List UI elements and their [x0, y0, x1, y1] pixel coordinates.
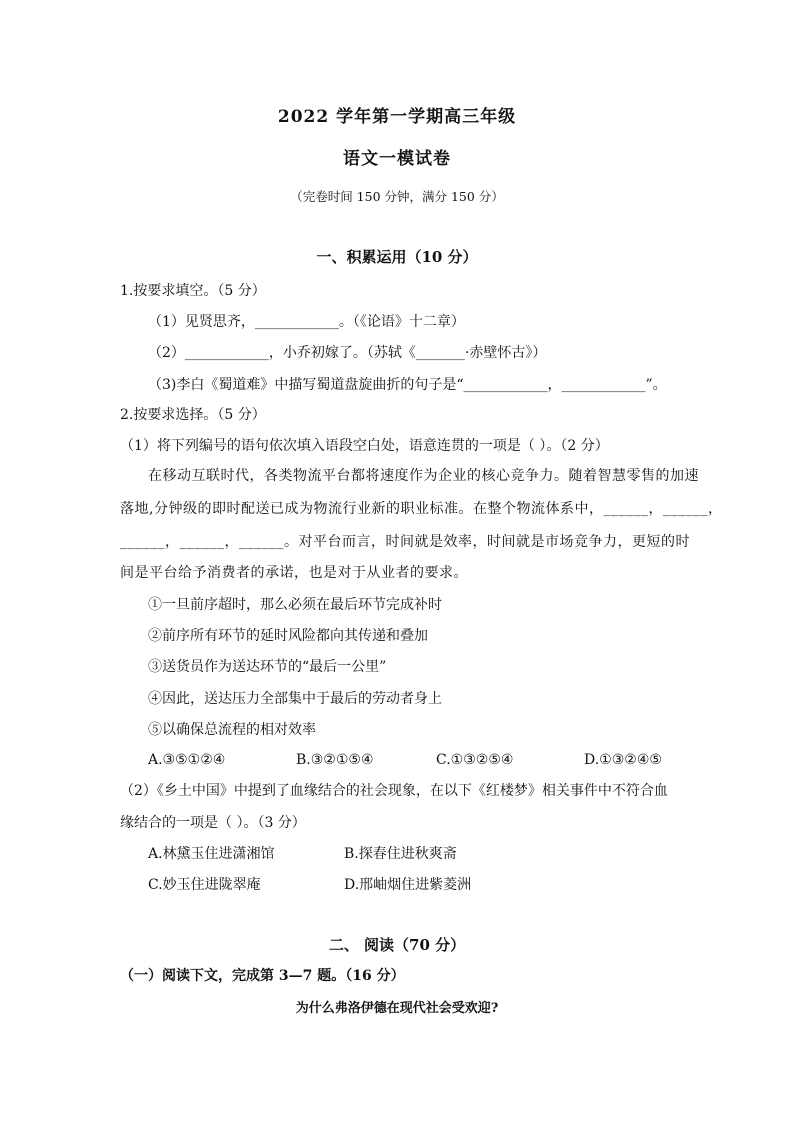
option-c: C.①③②⑤④	[436, 752, 514, 768]
q2-sub1-question: （1）将下列编号的语句依次填入语段空白处，语意连贯的一项是（ ）。（2 分）	[120, 438, 609, 454]
q1-item-2: （2）____________，小乔初嫁了。（苏轼《_______·赤壁怀古》）	[148, 345, 547, 361]
sentence-1: ①一旦前序超时，那么必须在最后环节完成补时	[148, 597, 442, 613]
q2-sub2-question-line1: （2）《乡土中国》中提到了血缘结合的社会现象，在以下《红楼梦》相关事件中不符合血	[120, 783, 668, 799]
exam-title-subject: 语文一模试卷	[343, 149, 451, 169]
option-d: D.①③②④⑤	[584, 752, 662, 768]
exam-title-year: 2022 学年第一学期高三年级	[277, 107, 517, 127]
passage-line-4: 间是平台给予消费者的承诺，也是对于从业者的要求。	[120, 565, 468, 581]
passage-line-3: ______，______，______。对平台而言，时间就是效率，时间就是市场竞争力，更短的时	[120, 534, 690, 550]
section2-heading: 二、 阅读（70 分）	[328, 936, 466, 954]
passage-line-2: 落地,分钟级的即时配送已成为物流行业新的职业标准。在整个物流体系中，______，______，	[120, 501, 723, 517]
sentence-3: ③送货员作为送达环节的“最后一公里”	[148, 659, 387, 675]
exam-time-note: （完卷时间 150 分钟，满分 150 分）	[290, 189, 504, 204]
section1-heading: 一、积累运用（10 分）	[316, 248, 478, 266]
q1-item-1: （1）见贤思齐，____________。（《论语》十二章）	[148, 314, 465, 330]
option-a: A.③⑤①②④	[148, 752, 226, 768]
sentence-2: ②前序所有环节的延时风险都向其传递和叠加	[148, 628, 428, 644]
option-b: B.③②①⑤④	[296, 752, 374, 768]
q1-item-3: （3)李白《蜀道难》中描写蜀道盘旋曲折的句子是“____________，____________”。	[148, 377, 667, 393]
q2-stem: 2.按要求选择。（5 分）	[120, 407, 266, 423]
option-c: C.妙玉住进陇翠庵	[148, 877, 261, 893]
sentence-4: ④因此，送达压力全部集中于最后的劳动者身上	[148, 691, 442, 707]
option-a: A.林黛玉住进潇湘馆	[148, 846, 275, 862]
q1-stem: 1.按要求填空。（5 分）	[120, 283, 266, 299]
option-b: B.探春住进秋爽斋	[344, 846, 457, 862]
reading-part1-instruction: （一）阅读下文，完成第 3—7 题。（16 分）	[120, 968, 405, 984]
q2-sub2-question-line2: 缘结合的一项是（ ）。（3 分）	[120, 815, 306, 831]
sentence-5: ⑤以确保总流程的相对效率	[148, 722, 316, 738]
passage-line-1: 在移动互联时代，各类物流平台都将速度作为企业的核心竞争力。随着智慧零售的加速	[148, 468, 699, 484]
option-d: D.邢岫烟住进紫菱洲	[344, 877, 472, 893]
article-title: 为什么弗洛伊德在现代社会受欢迎?	[295, 1001, 499, 1016]
